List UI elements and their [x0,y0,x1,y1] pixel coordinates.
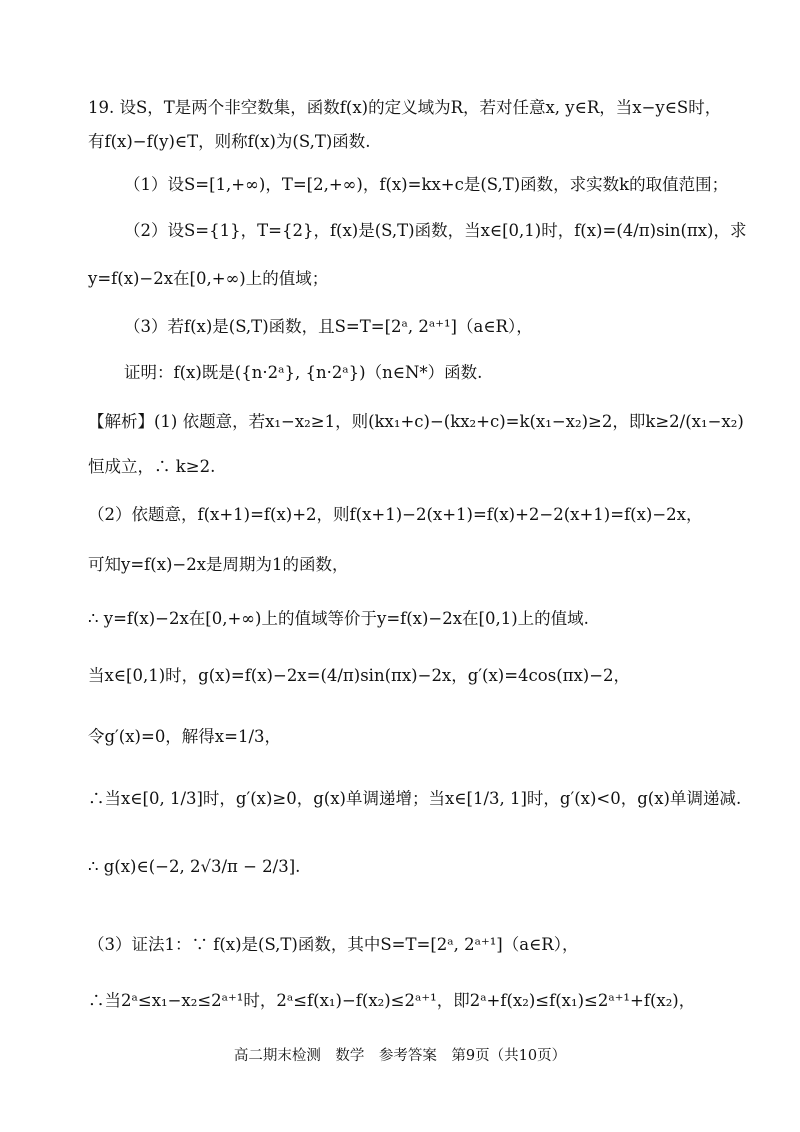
solution-part-2-line-2: 可知y=f(x)−2x是周期为1的函数， [88,555,349,574]
problem-stem-line-1: 19. 设S，T是两个非空数集，函数f(x)的定义域为R，若对任意x, y∈R，当x−y∈S时， [88,98,722,117]
solution-part-2-line-4: 当x∈[0,1)时，g(x)=f(x)−2x=(4/π)sin(πx)−2x，g′(x)=4cos(πx)−2， [88,666,631,685]
problem-part-3-line-2: 证明：f(x)既是({n·2ᵃ}, {n·2ᵃ})（n∈N*）函数. [124,363,483,382]
solution-part-2-line-6: ∴当x∈[0, 1/3]时，g′(x)≥0，g(x)单调递增；当x∈[1/3, 1]时，g′(x)<0，g(x)单调递减. [88,789,742,808]
problem-part-1: （1）设S=[1,+∞)，T=[2,+∞)，f(x)=kx+c是(S,T)函数，求实数k的取值范围； [124,175,729,194]
solution-part-1-line-2: 恒成立，∴ k≥2. [88,457,216,476]
problem-part-2-line-2: y=f(x)−2x在[0,+∞)上的值域； [88,269,329,288]
solution-part-3-line-1: （3）证法1：∵ f(x)是(S,T)函数，其中S=T=[2ᵃ, 2ᵃ⁺¹]（a∈R）， [88,935,579,954]
page-footer: 高二期末检测 数学 参考答案 第9页（共10页） [233,1048,567,1064]
solution-part-3-line-2: ∴当2ᵃ≤x₁−x₂≤2ᵃ⁺¹时，2ᵃ≤f(x₁)−f(x₂)≤2ᵃ⁺¹，即2ᵃ+f(x₂)≤f(x₁)≤2ᵃ⁺¹+f(x₂)， [88,991,696,1010]
solution-part-2-line-5: 令g′(x)=0，解得x=1/3， [88,727,281,746]
solution-part-2-line-7: ∴ g(x)∈(−2, 2√3/π − 2/3]. [88,857,301,876]
problem-stem-line-2: 有f(x)−f(y)∈T，则称f(x)为(S,T)函数. [88,132,371,151]
solution-part-1-line-1: 【解析】(1) 依题意，若x₁−x₂≥1，则(kx₁+c)−(kx₂+c)=k(x₁−x₂)≥2，即k≥2/(x₁−x₂) [88,412,744,431]
solution-part-2-line-3: ∴ y=f(x)−2x在[0,+∞)上的值域等价于y=f(x)−2x在[0,1)上的值域. [88,609,589,628]
problem-part-2-line-1: （2）设S={1}，T={2}，f(x)是(S,T)函数，当x∈[0,1)时，f(x)=(4/π)sin(πx)，求 [124,221,747,240]
solution-part-2-line-1: （2）依题意，f(x+1)=f(x)+2，则f(x+1)−2(x+1)=f(x)+2−2(x+1)=f(x)−2x， [88,505,703,524]
problem-part-3-line-1: （3）若f(x)是(S,T)函数，且S=T=[2ᵃ, 2ᵃ⁺¹]（a∈R）， [124,317,533,336]
